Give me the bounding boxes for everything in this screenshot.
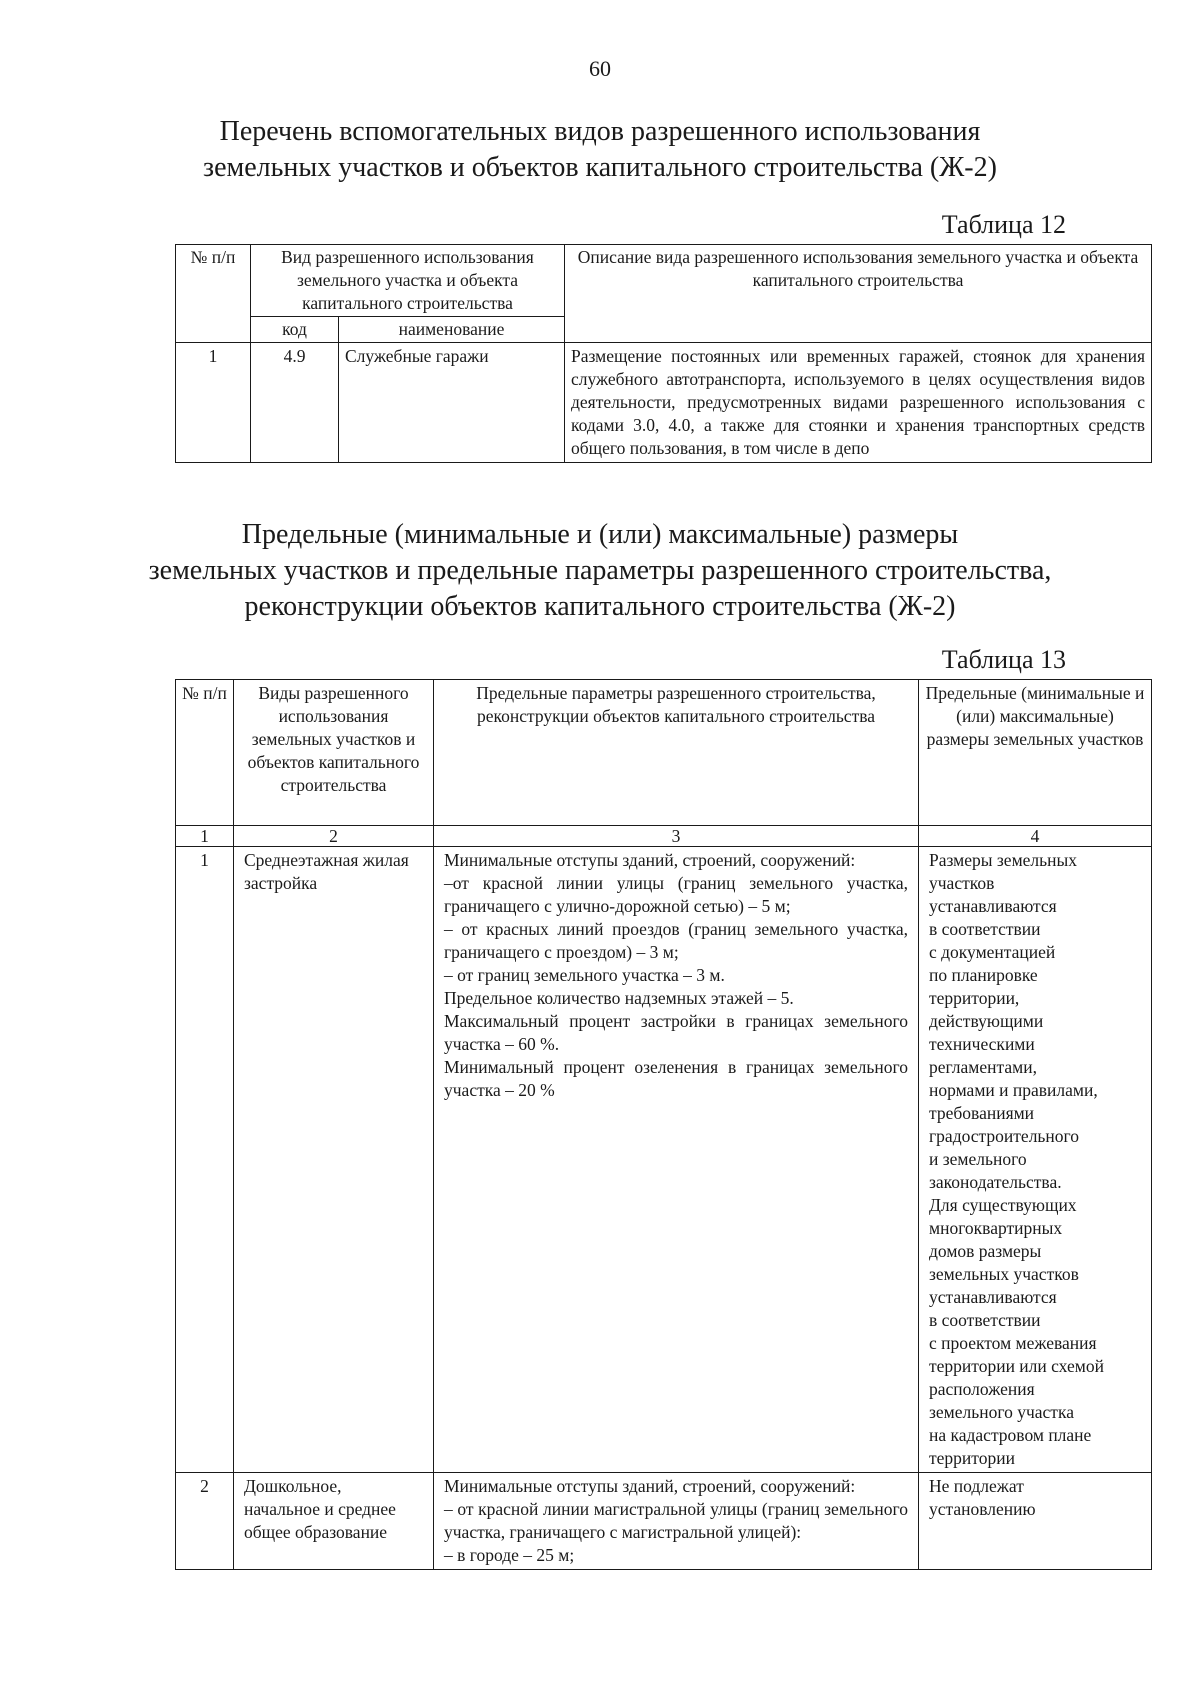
table-12 [175,244,1152,463]
size-line: участков [929,873,995,893]
row-sizes [919,1473,1152,1570]
param-line: – от границ земельного участка – 3 м. [444,965,725,985]
row-params [434,847,919,1473]
size-line: территории, [929,988,1020,1008]
title-line: Предельные (минимальные и (или) максимальные) размеры [241,519,959,550]
header-description: Описание вида разрешенного использования земельного участка и объекта капитального строительства [565,245,1152,343]
size-line: многоквартирных [929,1218,1063,1238]
header-num: № п/п [176,680,234,826]
header-code: код [251,317,339,343]
size-line: Для существующих [929,1195,1077,1215]
size-line: установлению [929,1499,1036,1519]
row-kind [234,1473,434,1570]
param-line: Минимальные отступы зданий, строений, сооружений: [444,1476,856,1496]
header-params: Предельные параметры разрешенного строительства, реконструкции объектов капитального строительства [434,680,919,826]
size-line: регламентами, [929,1057,1037,1077]
section1-title [0,114,1200,186]
size-line: с проектом межевания [929,1333,1097,1353]
param-line: – в городе – 25 м; [444,1545,575,1565]
row-sizes [919,847,1152,1473]
size-line: в соответствии [929,1310,1041,1330]
size-line: расположения [929,1379,1035,1399]
page-number: 60 [589,56,611,81]
column-number-row [176,826,1152,847]
row-description: Размещение постоянных или временных гаражей, стоянок для хранения служебного автотранспорта, используемого в целях осуществления видов деятельности, предусмотренных видами разрешенного использования с кодами 3.0, 4.0, а также для стоянки и хранения транспортных средств общего пользования, в том числе в депо [565,343,1152,463]
size-line: устанавливаются [929,1287,1057,1307]
kind-line: Дошкольное, [244,1476,342,1496]
title-line: Перечень вспомогательных видов разрешенного использования [219,116,981,147]
column-number: 4 [919,826,1152,847]
param-line: –от красной линии улицы (границ земельного участка, граничащего с улично-дорожной сетью) – 5 м; [444,873,908,916]
param-line: – от красных линий проездов (границ земельного участка, граничащего с проездом) – 3 м; [444,919,908,962]
size-line: требованиями [929,1103,1035,1123]
row-name: Служебные гаражи [339,343,565,463]
row-params [434,1473,919,1570]
size-line: территории [929,1448,1015,1468]
row-kind: Среднеэтажная жилая застройка [234,847,434,1473]
table-row [176,1473,1152,1570]
size-line: домов размеры [929,1241,1042,1261]
column-number: 1 [176,826,234,847]
table-row [176,343,1152,463]
row-num: 1 [176,847,234,1473]
size-line: Не подлежат [929,1476,1024,1496]
header-sizes: Предельные (минимальные и (или) максимальные) размеры земельных участков [919,680,1152,826]
param-line: – от красной линии магистральной улицы (границ земельного участка, граничащего с магистральной улицей): [444,1499,908,1542]
param-line: Минимальный процент озеленения в границах земельного участка – 20 % [444,1057,908,1100]
table13-caption: Таблица 13 [941,645,1066,674]
param-line: Максимальный процент застройки в границах земельного участка – 60 %. [444,1011,908,1054]
row-num: 1 [176,343,251,463]
size-line: по планировке [929,965,1038,985]
section2-title [0,517,1200,625]
size-line: земельных участков [929,1264,1079,1284]
title-line: земельных участков и предельные параметры разрешенного строительства, [148,555,1052,586]
kind-line: начальное и среднее [244,1499,396,1519]
size-line: Размеры земельных [929,850,1077,870]
param-line: Предельное количество надземных этажей – 5. [444,988,794,1008]
header-kinds: Виды разрешенного использования земельных участков и объектов капитального строительства [234,680,434,826]
size-line: территории или схемой [929,1356,1104,1376]
size-line: земельного участка [929,1402,1074,1422]
column-number: 2 [234,826,434,847]
title-line: реконструкции объектов капитального строительства (Ж-2) [244,591,956,622]
size-line: действующими [929,1011,1044,1031]
header-num: № п/п [176,245,251,343]
size-line: устанавливаются [929,896,1057,916]
header-name: наименование [339,317,565,343]
table12-caption: Таблица 12 [941,210,1066,239]
row-code: 4.9 [251,343,339,463]
size-line: на кадастровом плане [929,1425,1092,1445]
table-13 [175,679,1152,1570]
size-line: нормами и правилами, [929,1080,1098,1100]
size-line: законодательства. [929,1172,1062,1192]
size-line: техническими [929,1034,1035,1054]
param-line: Минимальные отступы зданий, строений, сооружений: [444,850,856,870]
size-line: градостроительного [929,1126,1080,1146]
column-number: 3 [434,826,919,847]
title-line: земельных участков и объектов капитального строительства (Ж-2) [203,152,997,183]
size-line: в соответствии [929,919,1041,939]
size-line: с документацией [929,942,1056,962]
header-kind: Вид разрешенного использования земельного участка и объекта капитального строительства [251,245,565,317]
kind-line: общее образование [244,1522,388,1542]
size-line: и земельного [929,1149,1027,1169]
table-row [176,847,1152,1473]
row-num: 2 [176,1473,234,1570]
